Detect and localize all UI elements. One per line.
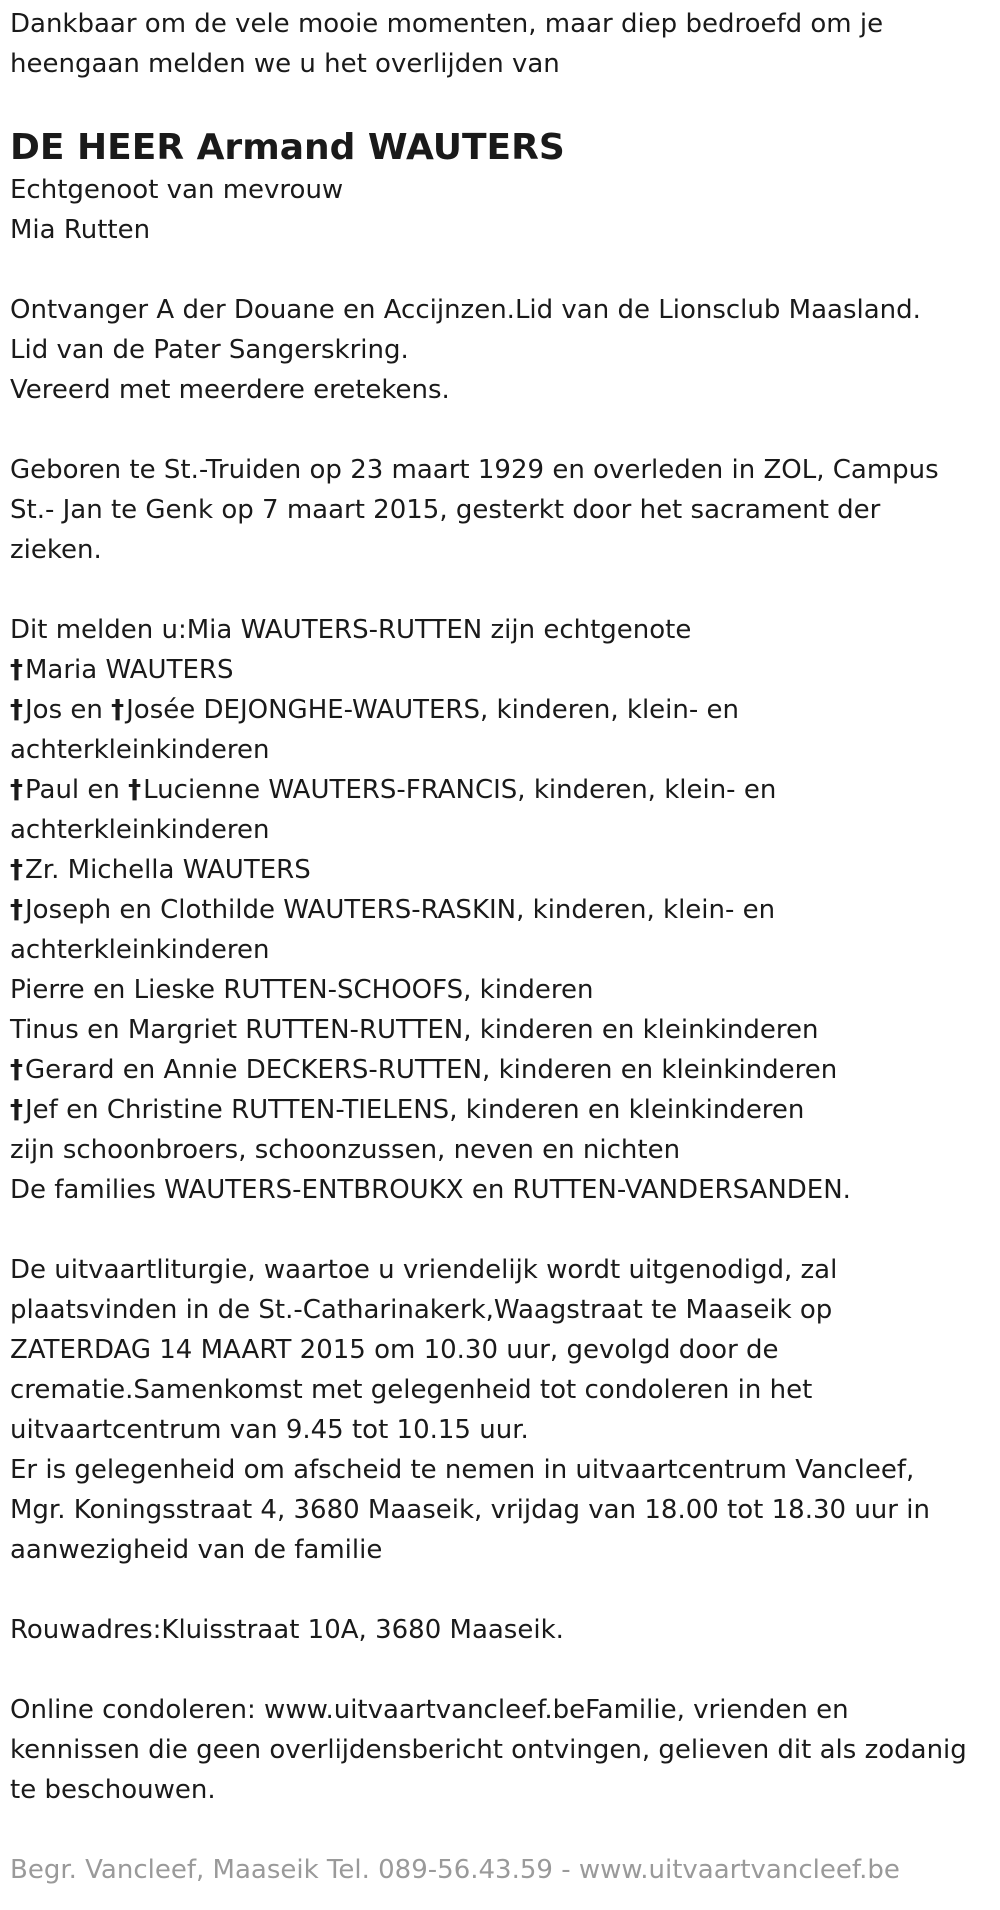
funeral-line: ZATERDAG 14 MAART 2015 om 10.30 uur, gevolgd door de: [10, 1335, 779, 1365]
birth-line: St.- Jan te Genk op 7 maart 2015, gesterkt door het sacrament der: [10, 495, 881, 525]
intro-line: heengaan melden we u het overlijden van: [10, 49, 560, 79]
intro-line: Dankbaar om de vele mooie momenten, maar diep bedroefd om je: [10, 9, 884, 39]
cross-icon: †: [10, 895, 23, 925]
spouse-name: Mia Rutten: [10, 215, 151, 245]
funeral-line: Mgr. Koningsstraat 4, 3680 Maaseik, vrijdag van 18.00 tot 18.30 uur in: [10, 1495, 930, 1525]
funeral-line: aanwezigheid van de familie: [10, 1535, 383, 1565]
spouse-section: [10, 170, 990, 250]
family-line: Pierre en Lieske RUTTEN-SCHOOFS, kinderen: [10, 975, 594, 1005]
deceased-name: DE HEER Armand WAUTERS: [10, 127, 565, 168]
career-line: Lid van de Pater Sangerskring.: [10, 335, 409, 365]
family-line: †Jef en Christine RUTTEN-TIELENS, kinderen en kleinkinderen: [10, 1095, 805, 1125]
mourning-address: Rouwadres:Kluisstraat 10A, 3680 Maaseik.: [10, 1615, 564, 1645]
cross-icon: †: [111, 695, 125, 725]
cross-icon: †: [10, 855, 23, 885]
family-line: Tinus en Margriet RUTTEN-RUTTEN, kinderen en kleinkinderen: [10, 1015, 819, 1045]
cross-icon: †: [10, 775, 23, 805]
online-line: Online condoleren: www.uitvaartvancleef.beFamilie, vrienden en: [10, 1695, 849, 1725]
funeral-home-footer: Begr. Vancleef, Maaseik Tel. 089-56.43.59 - www.uitvaartvancleef.be: [10, 1855, 900, 1885]
cross-icon: †: [10, 1055, 23, 1085]
family-line: achterkleinkinderen: [10, 735, 270, 765]
career-line: Ontvanger A der Douane en Accijnzen.Lid van de Lionsclub Maasland.: [10, 295, 921, 325]
address-section: [10, 1610, 990, 1650]
funeral-section: [10, 1250, 990, 1570]
funeral-line: uitvaartcentrum van 9.45 tot 10.15 uur.: [10, 1415, 529, 1445]
funeral-line: De uitvaartliturgie, waartoe u vriendelijk wordt uitgenodigd, zal: [10, 1255, 838, 1285]
online-section: [10, 1690, 990, 1810]
family-line: †Paul en †Lucienne WAUTERS-FRANCIS, kinderen, klein- en: [10, 775, 777, 805]
family-line: †Gerard en Annie DECKERS-RUTTEN, kinderen en kleinkinderen: [10, 1055, 838, 1085]
birth-death-section: [10, 450, 990, 570]
cross-icon: †: [10, 655, 23, 685]
family-line: Dit melden u:Mia WAUTERS-RUTTEN zijn echtgenote: [10, 615, 692, 645]
birth-line: Geboren te St.-Truiden op 23 maart 1929 en overleden in ZOL, Campus: [10, 455, 939, 485]
funeral-line: plaatsvinden in de St.-Catharinakerk,Waagstraat te Maaseik op: [10, 1295, 833, 1325]
spouse-line: Echtgenoot van mevrouw: [10, 175, 344, 205]
cross-icon: †: [128, 775, 142, 805]
cross-icon: †: [10, 695, 23, 725]
online-line: te beschouwen.: [10, 1775, 216, 1805]
family-line: †Zr. Michella WAUTERS: [10, 855, 311, 885]
family-section: [10, 610, 990, 1210]
intro-section: [10, 4, 990, 84]
career-line: Vereerd met meerdere eretekens.: [10, 375, 450, 405]
family-line: †Joseph en Clothilde WAUTERS-RASKIN, kinderen, klein- en: [10, 895, 776, 925]
cross-icon: †: [10, 1095, 23, 1125]
funeral-line: Er is gelegenheid om afscheid te nemen in uitvaartcentrum Vancleef,: [10, 1455, 915, 1485]
family-line: achterkleinkinderen: [10, 935, 270, 965]
family-line: De families WAUTERS-ENTBROUKX en RUTTEN-VANDERSANDEN.: [10, 1175, 851, 1205]
family-line: †Maria WAUTERS: [10, 655, 234, 685]
family-line: †Jos en †Josée DEJONGHE-WAUTERS, kinderen, klein- en: [10, 695, 739, 725]
career-section: [10, 290, 990, 410]
family-line: achterkleinkinderen: [10, 815, 270, 845]
birth-line: zieken.: [10, 535, 102, 565]
funeral-line: crematie.Samenkomst met gelegenheid tot condoleren in het: [10, 1375, 813, 1405]
online-line: kennissen die geen overlijdensbericht ontvingen, gelieven dit als zodanig: [10, 1735, 967, 1765]
family-line: zijn schoonbroers, schoonzussen, neven en nichten: [10, 1135, 681, 1165]
